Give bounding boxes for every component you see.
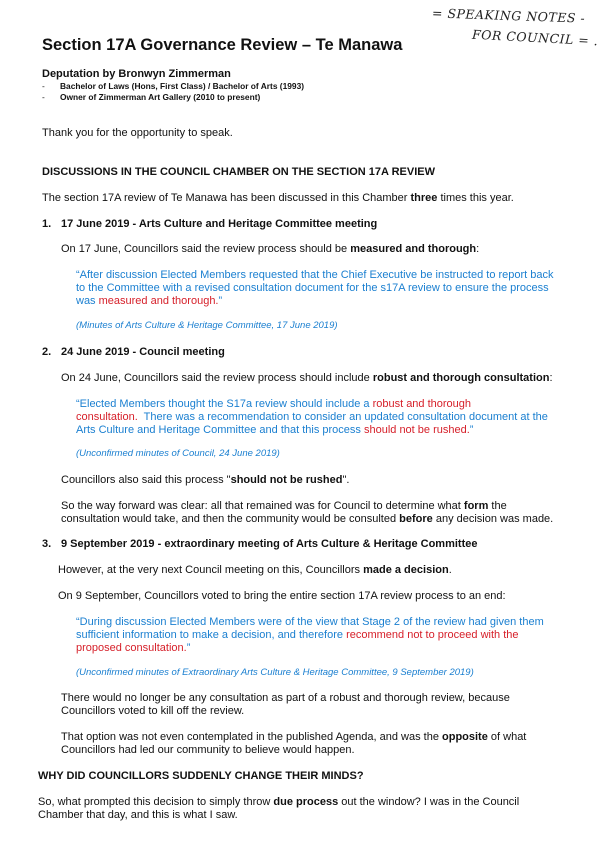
section-2-line-2: Chamber that day, and this is what I saw. [38,809,238,821]
bullet-mark: - [42,92,45,102]
text-run: of what [487,731,527,743]
text-run: : [549,372,553,384]
emphasis: due process [273,796,339,808]
text-run: That option was not even contemplated in the published Agenda, and was the [61,731,442,743]
deputation-bullet-2 [42,92,261,102]
highlight: recommend not to proceed with the [346,629,519,641]
text-run: On 17 June, Councillors said the review process should be [61,243,351,255]
text-run: So, what prompted this decision to simply throw [38,796,274,808]
item-3-quote-line-3 [76,642,190,655]
deputation-heading: Deputation by Bronwyn Zimmerman [42,68,231,80]
item-2-text [61,372,553,385]
text-run: sufficient information to make a decision, and therefore [76,629,347,641]
bullet-text: Bachelor of Laws (Hons, First Class) / Bachelor of Arts (1993) [60,81,305,91]
item-3-number: 3. [42,538,52,550]
emphasis: opposite [442,731,488,743]
highlight: robust and thorough [372,398,472,410]
text-run: out the window? I was in the Council [338,796,520,808]
item-1-heading: 17 June 2019 - Arts Culture and Heritage Committee meeting [61,218,378,230]
text-run: However, at the very next Council meeting on this, Councillors [58,564,364,576]
item-3-quote-line-2 [76,629,519,642]
text-run: was [76,295,99,307]
item-2-number: 2. [42,346,52,358]
text-run: : [476,243,480,255]
item-1-text [61,243,479,256]
intro-emphasis: three [410,192,438,204]
emphasis: before [399,513,433,525]
item-3-september-text: On 9 September, Councillors voted to bring the entire section 17A review process to an end: [58,590,506,602]
emphasis: made a decision [363,564,449,576]
text-run: ” [186,642,191,654]
item-3-option-line-1 [61,731,526,744]
text-run: “Elected Members thought the S17a review should include a [76,398,373,410]
text-run: ” [469,424,474,436]
text-run: consultation would take, and then the community would be consulted [61,513,400,525]
item-3-however-text [58,564,452,577]
deputation-bullet-1 [42,81,305,91]
item-1-quote-line-3 [76,295,222,308]
item-3-option-line-2: Councillors had led our community to believe would happen. [61,744,355,756]
emphasis: measured and thorough [350,243,477,255]
highlight: proposed consultation. [76,642,187,654]
text-run: There was a recommendation to consider an updated consultation document at the [137,411,548,423]
section-2-line-1 [38,796,519,809]
item-3-citation: (Unconfirmed minutes of Extraordinary Arts Culture & Heritage Committee, 9 September 2019) [76,667,474,678]
handwritten-note-line-1: = SPEAKING NOTES - [431,5,586,26]
text-run: ” [218,295,223,307]
item-2-quote-line-3 [76,424,473,437]
text-run: Arts Culture and Heritage Committee and that this process [76,424,364,436]
item-1-quote-line-2: to the Committee with a revised consultation document for the s17A review to ensure the process [76,282,549,294]
item-2-quote-line-1 [76,398,471,411]
handwritten-note-line-2: FOR COUNCIL = . [471,26,599,49]
text-run: So the way forward was clear: all that remained was for Council to determine what [61,500,464,512]
text-run: ". [342,474,350,486]
thanks-text: Thank you for the opportunity to speak. [42,127,233,139]
item-3-no-longer-line-2: Councillors voted to kill off the review. [61,705,245,717]
handwritten-note [431,5,604,52]
bullet-text: Owner of Zimmerman Art Gallery (2010 to present) [60,92,261,102]
emphasis: form [463,500,489,512]
text-run: On 24 June, Councillors said the review process should include [61,372,373,384]
item-3-heading: 9 September 2019 - extraordinary meeting of Arts Culture & Heritage Committee [61,538,478,550]
text-run: the [488,500,507,512]
intro-text: The section 17A review of Te Manawa has been discussed in this Chamber [42,192,411,204]
intro-text: times this year. [437,192,514,204]
item-2-heading: 24 June 2019 - Council meeting [61,346,225,358]
section-heading-why: WHY DID COUNCILLORS SUDDENLY CHANGE THEIR MINDS? [38,770,364,782]
item-2-also-text [61,474,349,487]
emphasis: should not be rushed [230,474,343,486]
item-1-quote-line-1: “After discussion Elected Members requested that the Chief Executive be instructed to report back [76,269,554,281]
emphasis: robust and thorough consultation [372,372,550,384]
section-intro [42,192,514,205]
item-1-number: 1. [42,218,52,230]
item-3-quote-line-1: “During discussion Elected Members were of the view that Stage 2 of the review had given them [76,616,544,628]
item-1-citation: (Minutes of Arts Culture & Heritage Committee, 17 June 2019) [76,320,338,331]
highlight: consultation. [76,411,138,423]
text-run: Councillors also said this process " [61,474,231,486]
item-2-forward-line-2 [61,513,553,526]
item-3-no-longer-line-1: There would no longer be any consultation as part of a robust and thorough review, because [61,692,510,704]
highlight: measured and thorough. [98,295,219,307]
item-2-quote-line-2 [76,411,548,424]
section-heading-discussions: DISCUSSIONS IN THE COUNCIL CHAMBER ON THE SECTION 17A REVIEW [42,166,435,178]
highlight: should not be rushed. [363,424,470,436]
text-run: . [448,564,452,576]
bullet-mark: - [42,81,45,91]
item-2-citation: (Unconfirmed minutes of Council, 24 June 2019) [76,448,280,459]
page-title: Section 17A Governance Review – Te Manawa [42,36,403,54]
item-2-forward-line-1 [61,500,507,513]
text-run: any decision was made. [432,513,554,525]
